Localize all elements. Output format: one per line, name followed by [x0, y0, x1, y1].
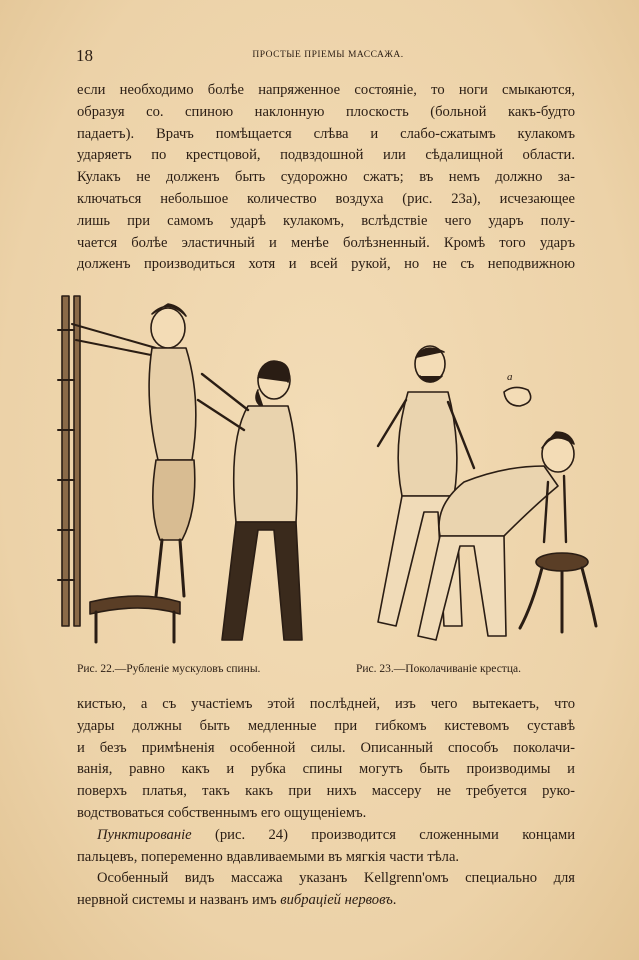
text-line: долженъ производиться хотя и всей рукой, но не съ неподвижною — [77, 256, 575, 273]
text-line: водствоваться собственнымъ его ощущеніемъ. — [77, 804, 367, 821]
figure-23-label-a: a — [507, 371, 513, 383]
punctuation-paragraph-line-2: пальцевъ, попеременно вдавливаемыми въ мягкія части тѣла. — [77, 848, 460, 865]
last-paragraph-line-1: Особенный видъ массажа указанъ Kellgrenn'омъ специально для — [97, 870, 575, 887]
text-line: если необходимо болѣе напряженное состояніе, то ноги смыкаются, — [77, 82, 575, 98]
text-line: лишь при самомъ ударѣ кулакомъ, вслѣдствіе чего ударъ полу- — [77, 212, 575, 229]
text-line: чается болѣе эластичный и менѣе болѣзненный. Кромѣ того ударъ — [77, 234, 575, 251]
text-line: удары должны быть медленные при гибкомъ кистевомъ суставѣ — [77, 717, 575, 734]
page-header — [76, 46, 580, 68]
figure-22-caption: Рис. 22.—Рубленіе мускуловъ спины. — [77, 663, 261, 675]
text-line: ванія, равно какъ и рубка спины могутъ быть производимы и — [77, 761, 575, 778]
text-fragment: (рис. 24) производится сложенными концами — [191, 826, 575, 843]
running-title: ПРОСТЫЕ ПРІЕМЫ МАССАЖА. — [252, 50, 404, 60]
text-line: падаетъ). Врачъ помѣщается слѣва и слабо-сжатымъ кулакомъ — [77, 125, 575, 142]
text-fragment: . — [392, 892, 397, 909]
text-line: поверхъ платья, такъ какъ при нихъ массеру не требуется руко- — [77, 783, 575, 800]
last-paragraph-line-2 — [77, 890, 575, 912]
term-vibratsiya-nervov: вибраціей нервовъ — [280, 892, 393, 909]
text-line: образуя со. спиною наклонную плоскость (больной какъ-будто — [77, 103, 575, 120]
figure-22-illustration — [52, 290, 304, 652]
text-fragment: нервной системы и названъ имъ — [77, 892, 281, 909]
text-line: Кулакъ не долженъ быть судорожно сжатъ; въ немъ должно за- — [77, 169, 575, 186]
figure-23-illustration — [344, 336, 602, 650]
text-line: и безъ примѣненія особенной силы. Описанный способъ поколачи- — [77, 739, 575, 756]
punctuation-paragraph-line-1 — [77, 825, 575, 847]
figure-23-caption: Рис. 23.—Поколачиваніе крестца. — [356, 663, 521, 675]
text-line: кистью, а съ участіемъ этой послѣдней, изъ чего вытекаетъ, что — [77, 696, 575, 712]
page-number: 18 — [76, 46, 93, 65]
bottom-text — [77, 694, 575, 912]
text-line: ключаться небольшое количество воздуха (рис. 23а), исчезающее — [77, 190, 575, 207]
top-paragraph — [77, 80, 575, 276]
text-line: ударяетъ по крестцовой, подвздошной или сѣдалищной области. — [77, 147, 575, 164]
term-punktirovanie: Пунктированіе — [97, 826, 192, 843]
